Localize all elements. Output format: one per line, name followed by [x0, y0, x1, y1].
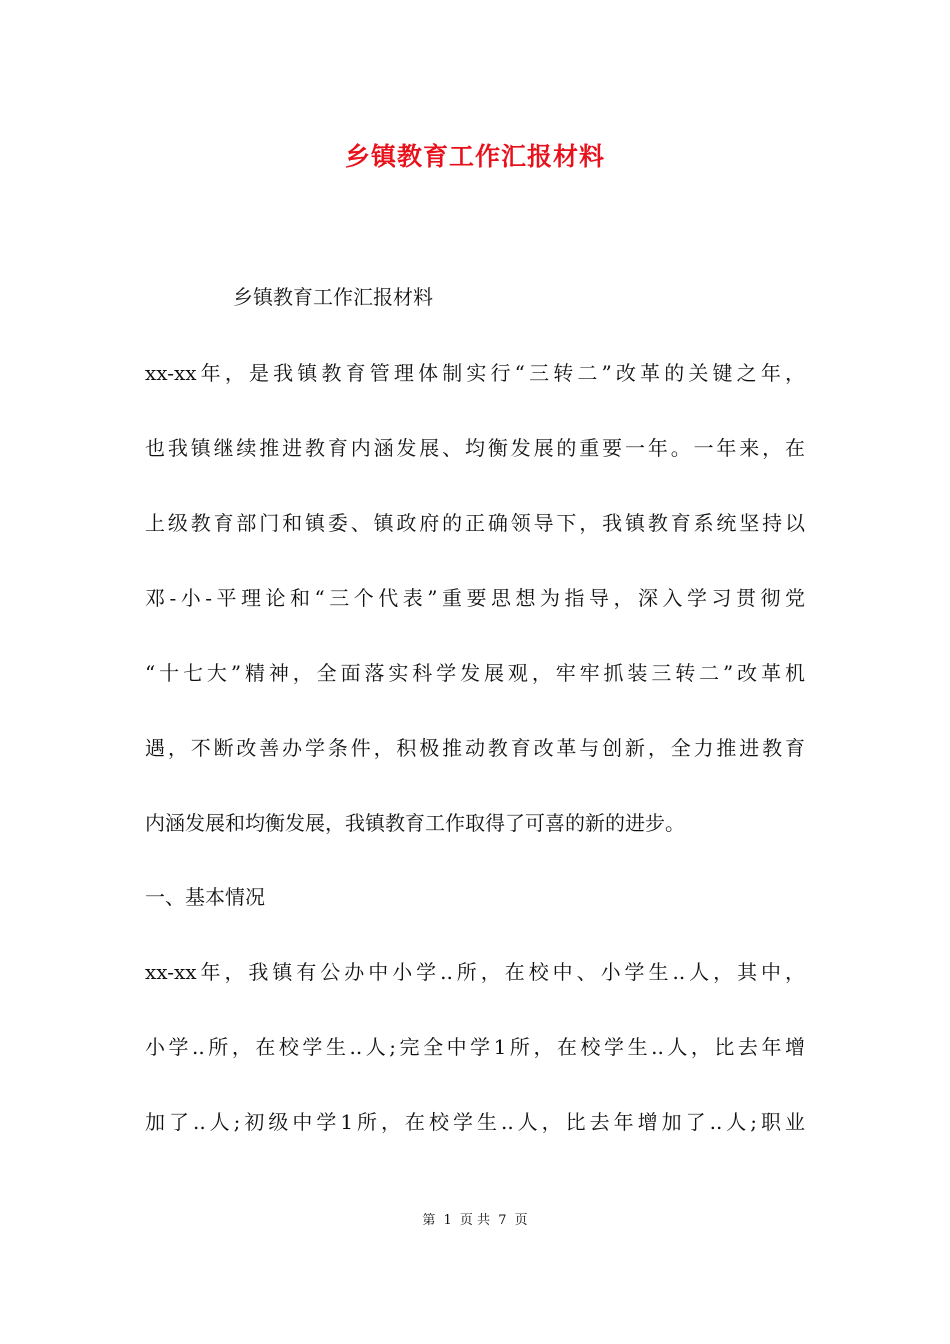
body-line: 邓-小-平理论和“三个代表”重要思想为指导，深入学习贯彻党 — [145, 586, 805, 610]
page-title: 乡镇教育工作汇报材料 — [344, 142, 605, 171]
page-footer — [0, 1209, 950, 1228]
body-line: 内涵发展和均衡发展，我镇教育工作取得了可喜的新的进步。 — [145, 811, 685, 835]
page-total: 7 — [498, 1213, 507, 1228]
page-suffix: 页 — [514, 1213, 528, 1228]
section-heading: 一、基本情况 — [145, 885, 265, 909]
body-line: xx-xx年，是我镇教育管理体制实行“三转二”改革的关键之年， — [145, 361, 805, 385]
body-line: xx-xx年，我镇有公办中小学..所，在校中、小学生..人，其中， — [145, 960, 805, 984]
body-line: 也我镇继续推进教育内涵发展、均衡发展的重要一年。一年来，在 — [145, 436, 805, 460]
body-line: “十七大”精神，全面落实科学发展观，牢牢抓装三转二”改革机 — [145, 661, 805, 685]
document-subtitle: 乡镇教育工作汇报材料 — [233, 285, 433, 309]
page-current: 1 — [443, 1213, 452, 1228]
body-line: 小学..所，在校学生..人;完全中学1所，在校学生..人，比去年增 — [145, 1035, 805, 1059]
page-mid: 页 共 — [459, 1213, 491, 1228]
body-line: 遇，不断改善办学条件，积极推动教育改革与创新，全力推进教育 — [145, 736, 805, 760]
page-prefix: 第 — [422, 1213, 436, 1228]
body-line: 上级教育部门和镇委、镇政府的正确领导下，我镇教育系统坚持以 — [145, 511, 805, 535]
body-line: 加了..人;初级中学1所，在校学生..人，比去年增加了..人;职业 — [145, 1110, 805, 1134]
